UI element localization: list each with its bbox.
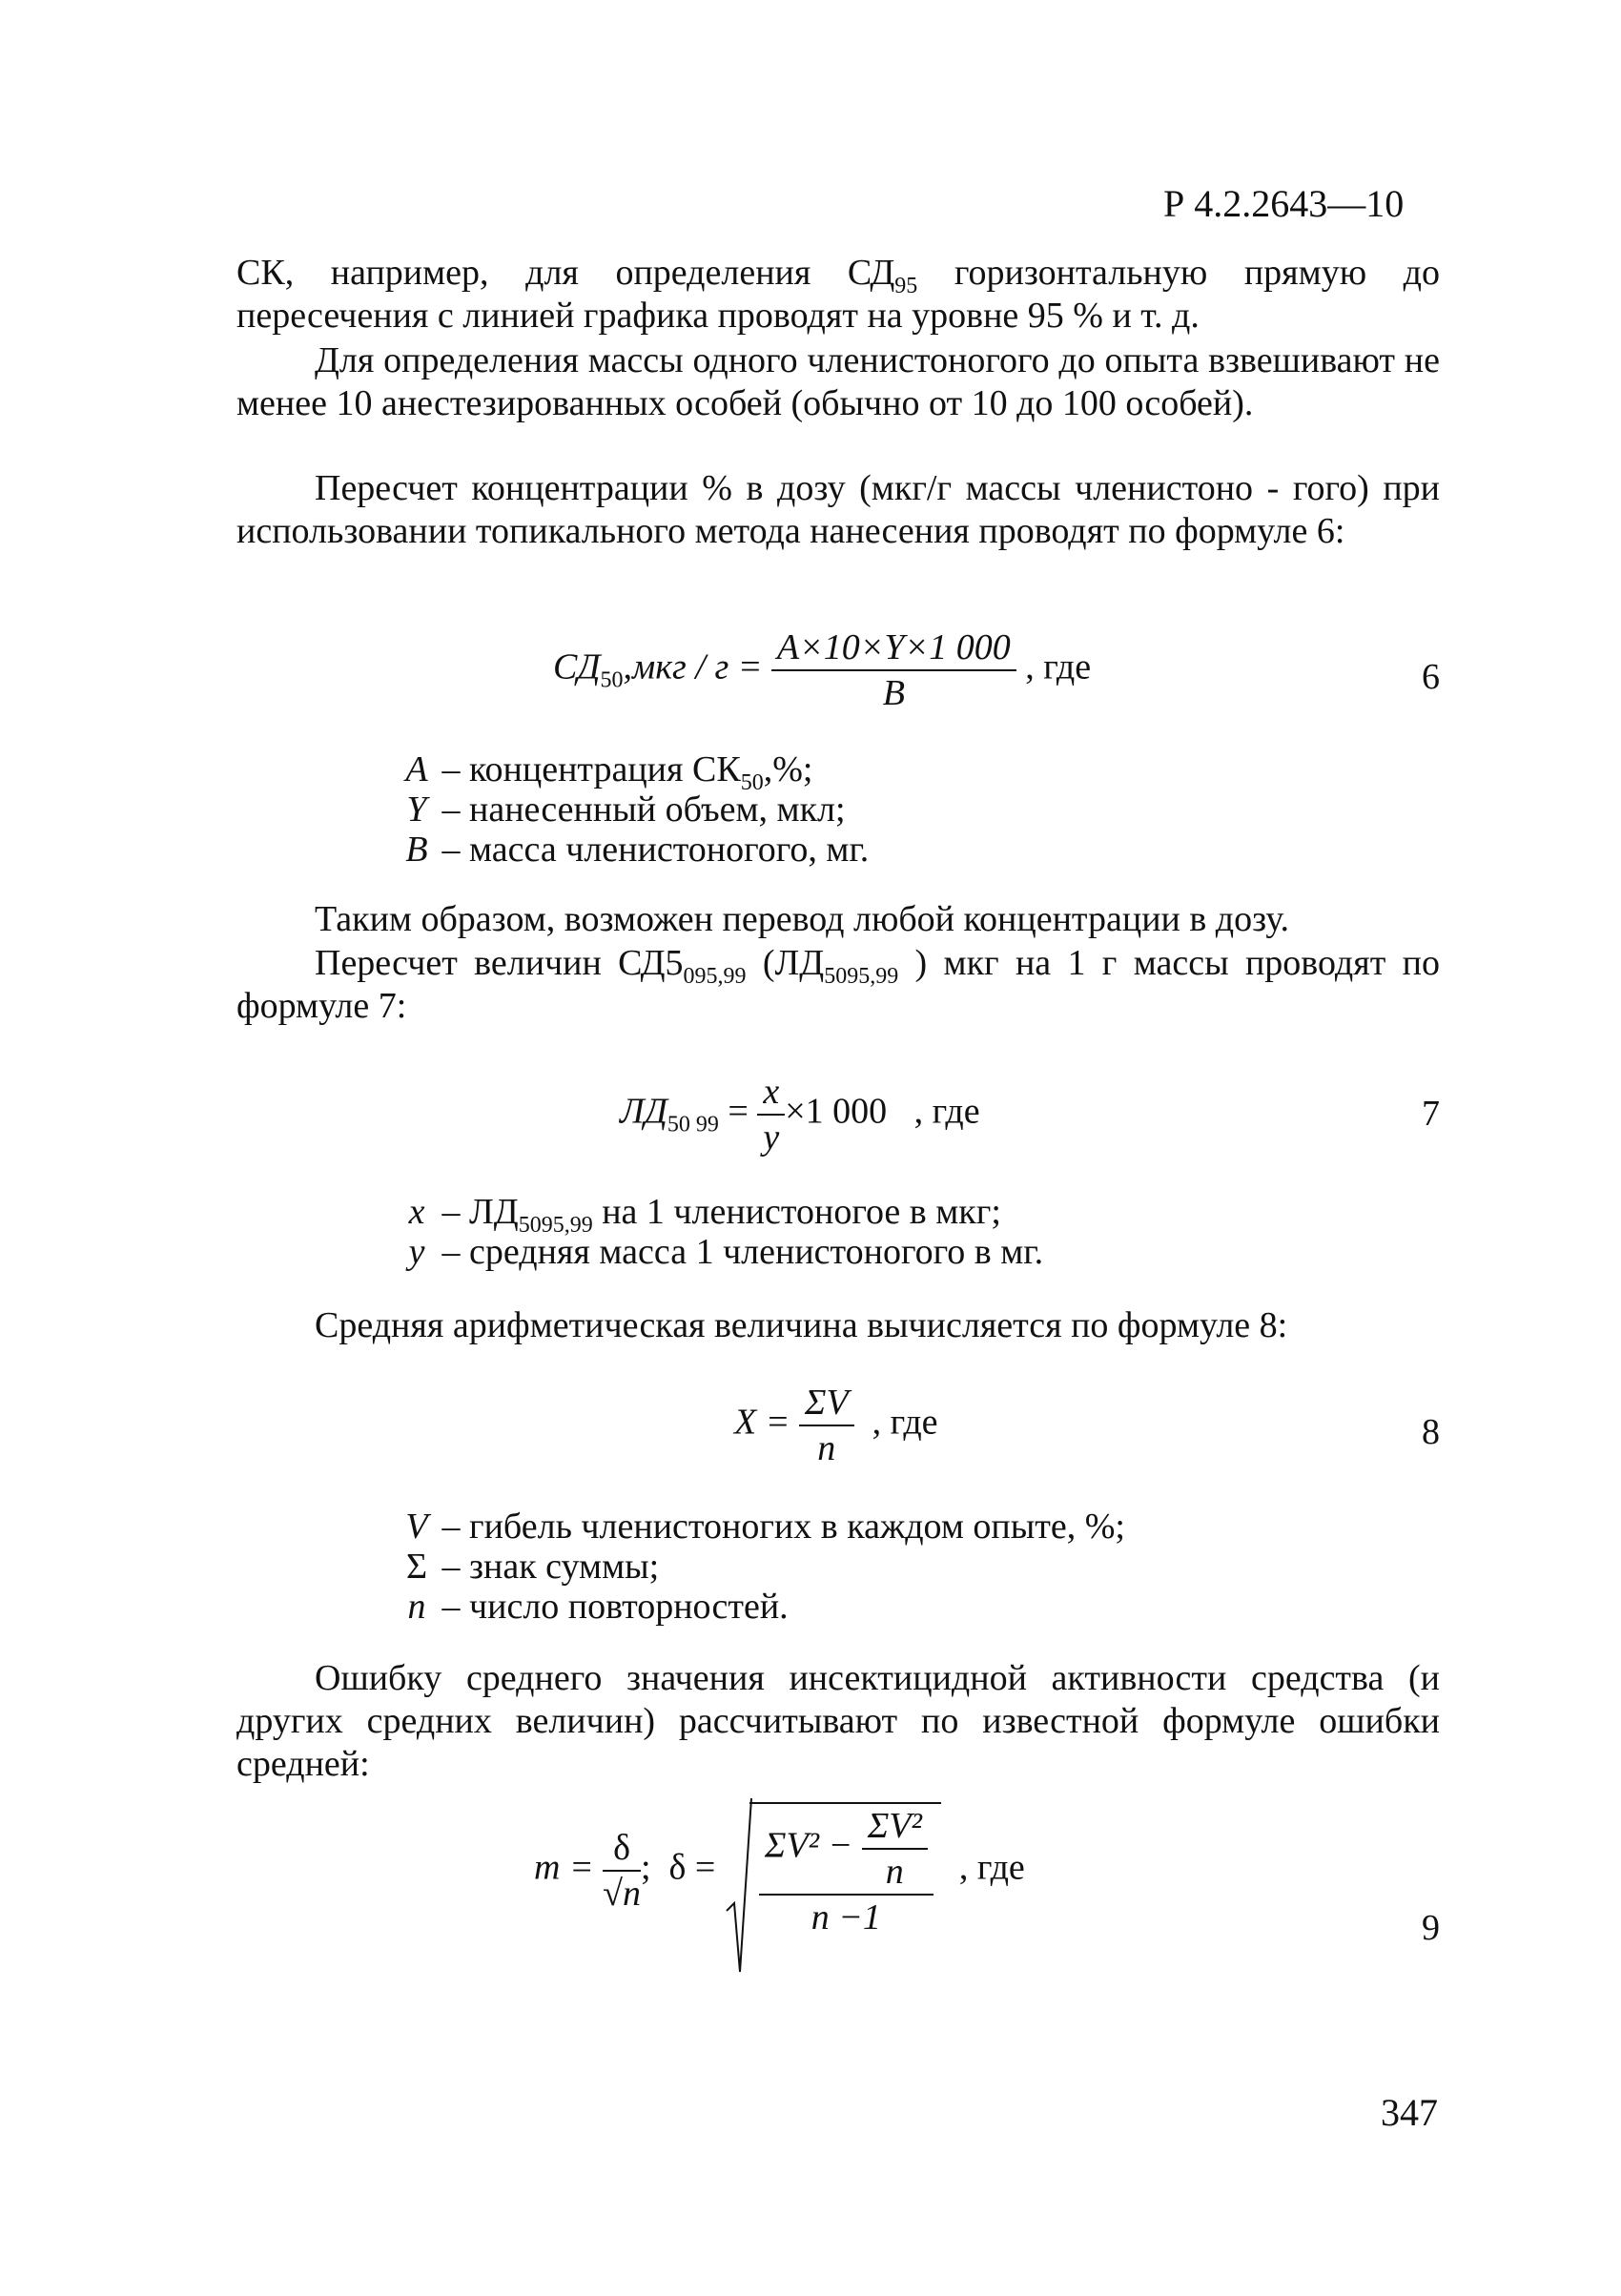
def-symbol: V: [405, 1507, 428, 1547]
def-dash: –: [441, 1507, 461, 1547]
f7-where: , где: [913, 1091, 980, 1132]
def-sub: 50: [740, 770, 764, 795]
f8-numerator: ΣV: [799, 1381, 854, 1426]
f7-numerator: x: [757, 1070, 785, 1116]
def-tail: на 1 членистоногое в мкг;: [592, 1192, 1001, 1232]
f6-denominator: B: [882, 673, 905, 713]
p1-text-b: горизонтальную прямую до пересечения с линией графика проводят на уровне 95 % и т. д.: [236, 253, 1440, 336]
def-text: знак суммы;: [469, 1547, 660, 1587]
def-dash: –: [441, 1587, 461, 1627]
def-row: [400, 1547, 1125, 1587]
def-text: нанесенный объем, мкл;: [469, 789, 846, 830]
p1-subscript: 95: [894, 274, 918, 298]
p5-text-a: Пересчет величин СД5: [315, 943, 684, 983]
paragraph-3: Пересчет концентрации % в дозу (мкг/г массы членистоно - гого) при использовании топикального метода нанесения проводят по формуле 6:: [236, 468, 1440, 551]
p5-sub-1: 095,99: [683, 964, 747, 989]
def-dash: –: [441, 1232, 461, 1272]
f9-m-denominator: √n: [603, 1874, 641, 1914]
def-dash: –: [441, 749, 461, 789]
def-symbol: y: [408, 1232, 425, 1272]
f6-where: , где: [1025, 646, 1092, 687]
paragraph-6: Средняя арифметическая величина вычисляется по формуле 8:: [315, 1305, 1288, 1345]
paragraph-5: [236, 942, 1440, 1028]
formula-8: [734, 1381, 938, 1470]
f7-denominator: y: [763, 1117, 780, 1158]
p5-text-c: ) мкг на 1 г массы проводят по формуле 7:: [236, 943, 1440, 1026]
f6-fraction: [771, 625, 1016, 715]
f8-lhs: X =: [734, 1402, 790, 1443]
def-text: гибель членистоногих в каждом опыте, %;: [469, 1507, 1125, 1547]
f9-nested-fraction: [862, 1804, 928, 1894]
document-code: Р 4.2.2643—10: [1163, 182, 1405, 225]
paragraph-7: Ошибку среднего значения инсектицидной активности средства (и других средних величин) рассчитывают по известной формуле ошибки средней:: [236, 1658, 1440, 1784]
def-symbol: Σ: [405, 1547, 428, 1587]
f9-inner-denominator: n −1: [810, 1897, 881, 1937]
paragraph-2: Для определения массы одного членистоногого до опыта взвешивают не менее 10 анестезированных особей (обычно от 10 до 100 особей).: [236, 340, 1440, 423]
f9-inner-numerator: [759, 1804, 934, 1896]
formula-9-number: 9: [1422, 1908, 1440, 1948]
def-row: [400, 1232, 1043, 1272]
formula-6-number: 6: [1422, 657, 1440, 697]
def-text: концентрация СК: [469, 749, 741, 789]
paragraph-1: [236, 252, 1440, 338]
f8-where: , где: [872, 1402, 938, 1443]
f9-delta-lhs: δ =: [668, 1847, 716, 1888]
def-dash: –: [441, 1192, 461, 1232]
formula-7: [620, 1070, 980, 1159]
f9-separator: ;: [640, 1847, 651, 1888]
def-sub: 5095,99: [518, 1213, 593, 1238]
p1-text-a: СК, например, для определения СД: [236, 253, 895, 293]
f8-denominator: n: [817, 1428, 836, 1468]
f8-fraction: [799, 1381, 854, 1470]
def-row: [400, 1587, 1125, 1627]
def-symbol: x: [408, 1192, 425, 1232]
paragraph-4: Таким образом, возможен перевод любой концентрации в дозу.: [315, 899, 1290, 939]
def-row: [400, 789, 869, 830]
f9-sqrt: [725, 1802, 941, 1939]
definitions-8: [400, 1507, 1125, 1627]
formula-7-number: 7: [1422, 1094, 1440, 1134]
def-dash: –: [441, 1547, 461, 1587]
f9-where: , где: [958, 1847, 1025, 1888]
def-symbol: B: [405, 830, 428, 870]
def-symbol: n: [407, 1587, 426, 1627]
def-symbol: Y: [406, 789, 427, 830]
f6-unit: ,мкг / г =: [623, 646, 763, 687]
def-text: средняя масса 1 членистоногого в мг.: [469, 1232, 1044, 1272]
f7-eq: =: [728, 1091, 749, 1132]
definitions-6: [400, 749, 869, 870]
f9-nested-denominator: n: [885, 1852, 904, 1892]
formula-8-number: 8: [1422, 1412, 1440, 1452]
f7-fraction: [757, 1070, 785, 1159]
f9-m-lhs: m =: [534, 1847, 594, 1888]
f9-inner-fraction: [759, 1804, 934, 1939]
f6-lhs: СД: [553, 646, 601, 687]
f9-nested-numerator: ΣV²: [862, 1804, 928, 1850]
def-text: масса членистоногого, мг.: [469, 830, 870, 870]
def-row: [400, 830, 869, 870]
f7-tail: ×1 000: [785, 1091, 888, 1132]
definitions-7: [400, 1192, 1043, 1272]
f9-inner-num-left: ΣV² −: [764, 1825, 853, 1866]
def-dash: –: [441, 830, 461, 870]
p5-text-b: (ЛД: [746, 943, 825, 983]
def-row: [400, 749, 869, 795]
def-row: [400, 1507, 1125, 1547]
def-symbol: A: [405, 749, 428, 789]
f9-m-fraction: [603, 1826, 641, 1916]
f9-m-numerator: δ: [603, 1826, 641, 1872]
def-row: [400, 1192, 1043, 1238]
def-dash: –: [441, 789, 461, 830]
sqrt-radical-icon: [725, 1796, 753, 1978]
formula-9: [534, 1802, 1025, 1939]
def-tail: ,%;: [763, 749, 813, 789]
f6-lhs-sub: 50: [600, 667, 624, 693]
page-number: 347: [1381, 2091, 1438, 2134]
f7-lhs-sub: 50 99: [667, 1112, 719, 1138]
f6-numerator: A×10×Y×1 000: [771, 625, 1016, 671]
p5-sub-2: 5095,99: [824, 964, 899, 989]
f7-lhs: ЛД: [620, 1091, 667, 1132]
def-text: ЛД: [469, 1192, 519, 1232]
def-text: число повторностей.: [469, 1587, 789, 1627]
formula-6: [553, 625, 1091, 715]
